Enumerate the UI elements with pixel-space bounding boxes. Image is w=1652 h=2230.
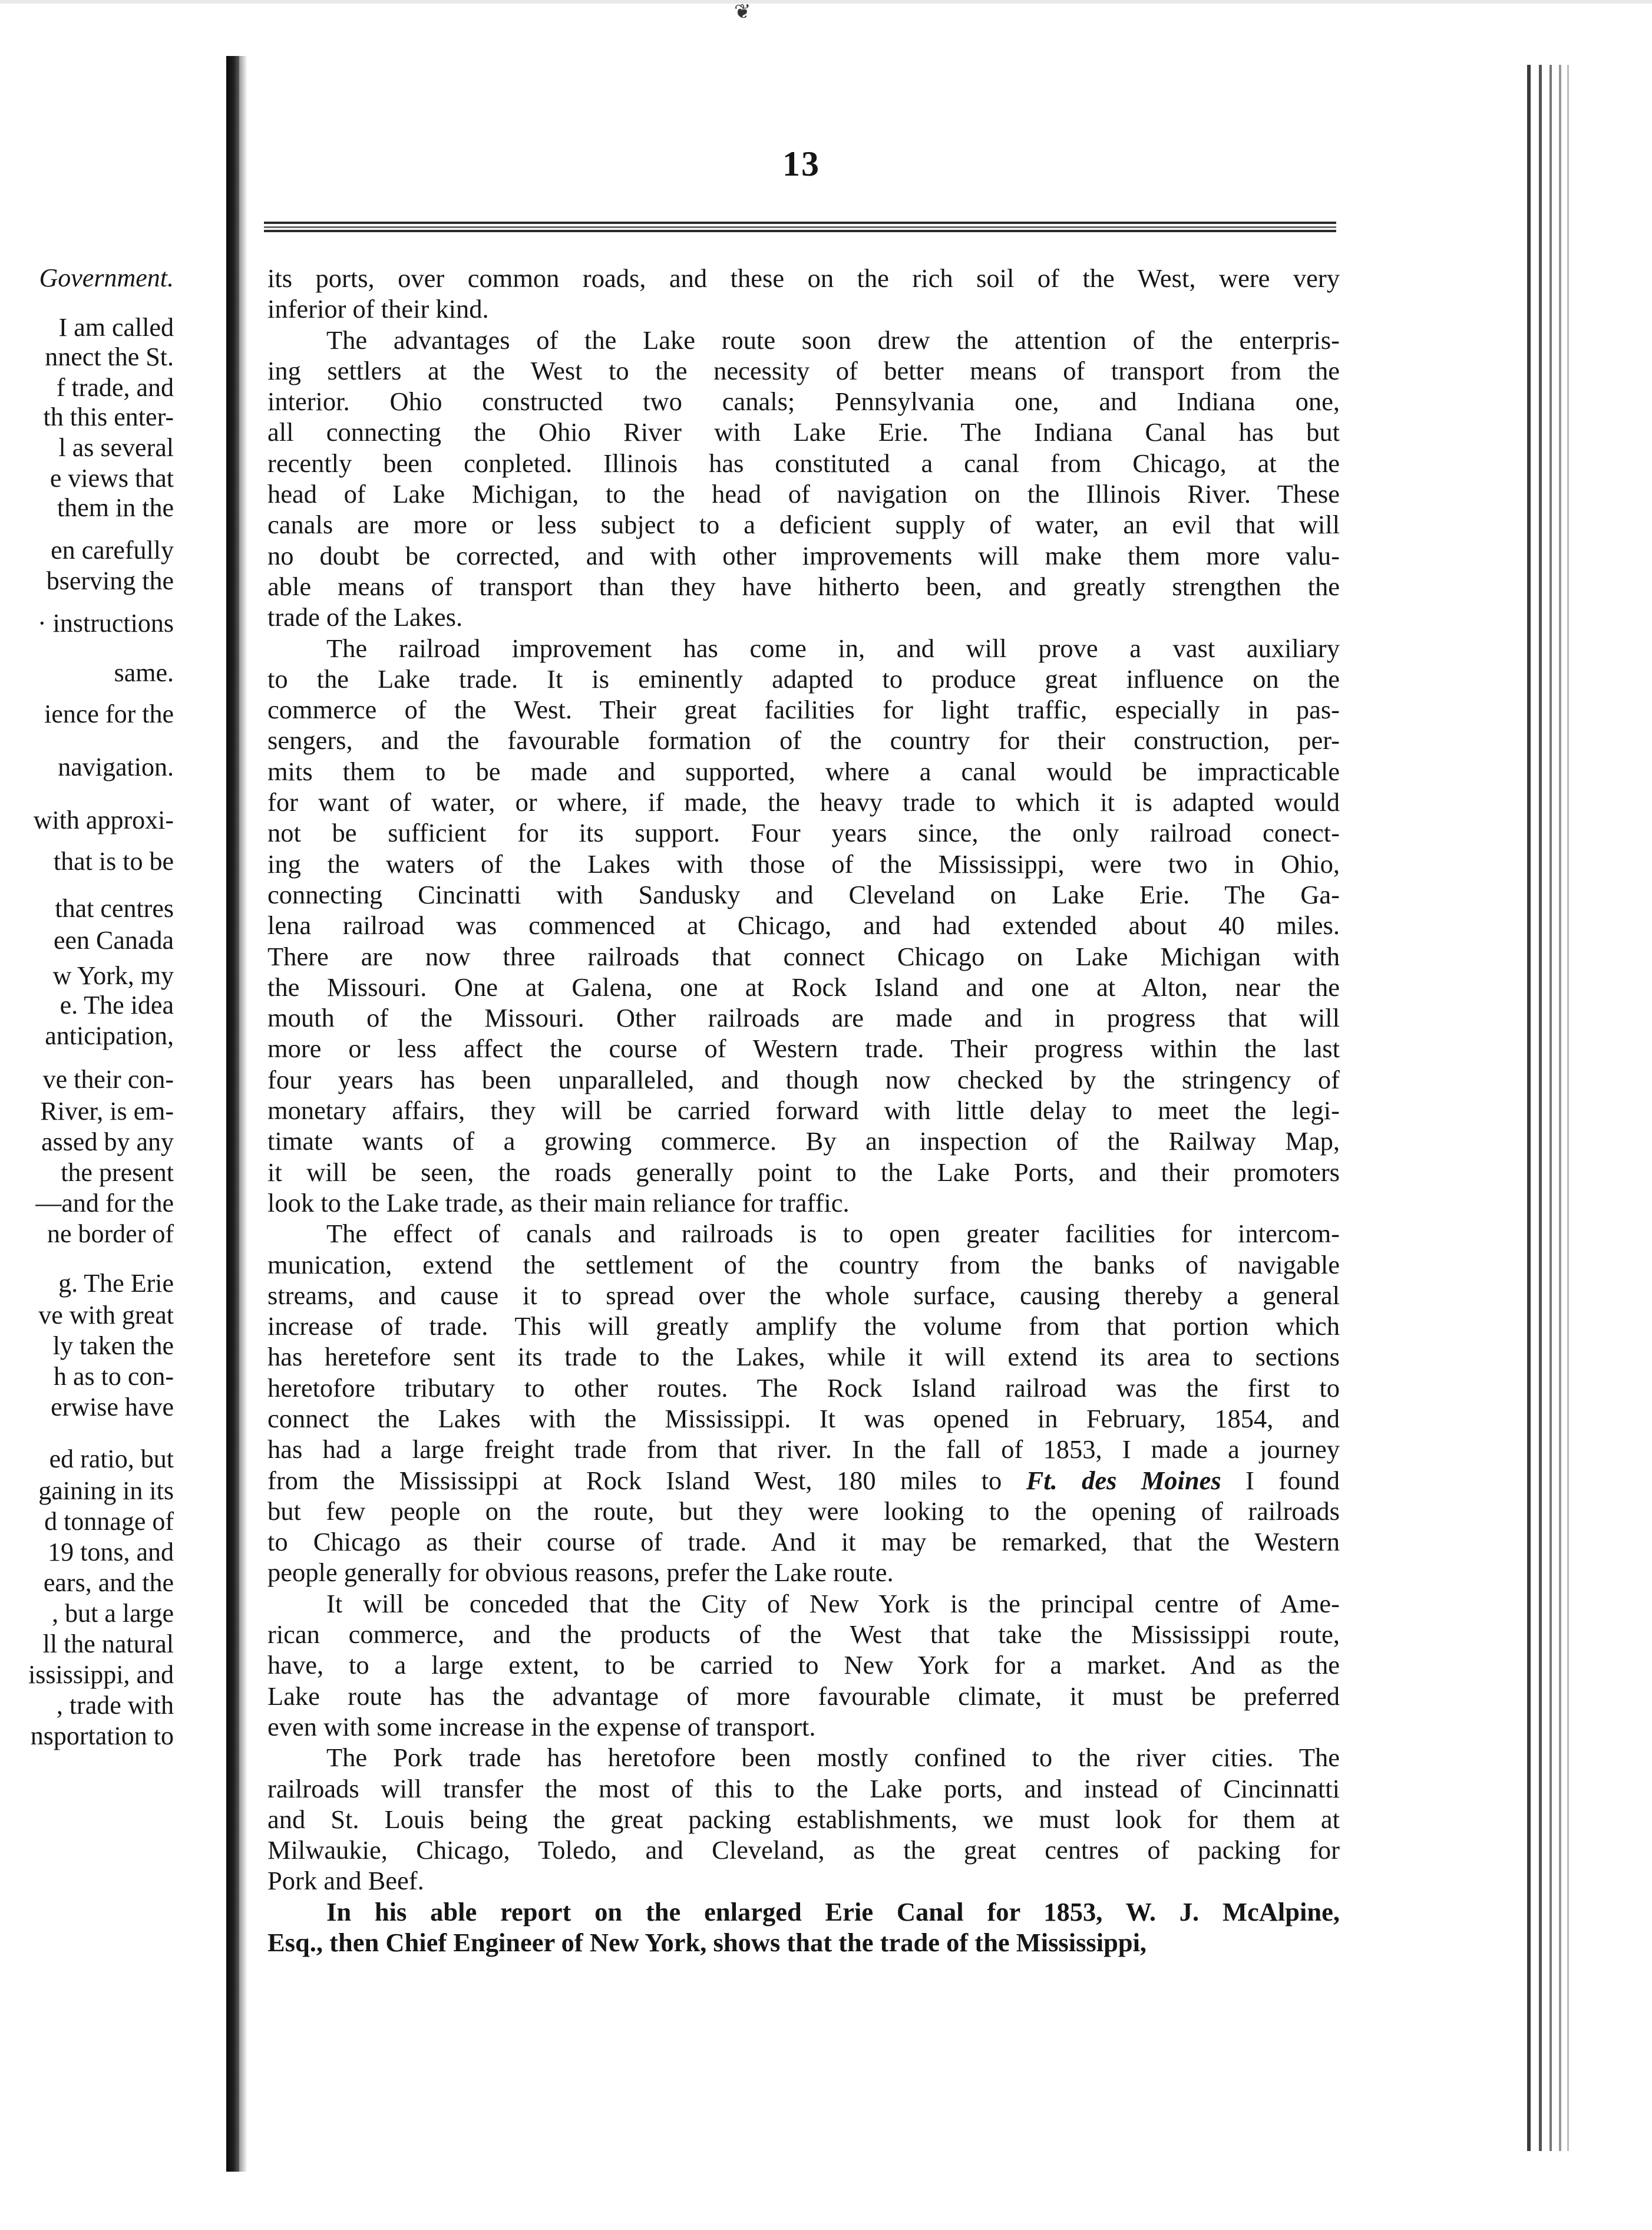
- text-line: mits them to be made and supported, where a canal would be impracticable: [267, 756, 1340, 786]
- text-line: Lake route has the advantage of more favourable climate, it must be preferred: [267, 1681, 1340, 1711]
- text-line: look to the Lake trade, as their main reliance for traffic.: [267, 1187, 850, 1218]
- text-line: people generally for obvious reasons, prefer the Lake route.: [267, 1558, 894, 1588]
- left-page-line: ne border of: [47, 1219, 174, 1248]
- text-line: Esq., then Chief Engineer of New York, shows that the trade of the Mississippi,: [267, 1928, 1147, 1958]
- text-line: rican commerce, and the products of the West that take the Mississippi route,: [267, 1619, 1340, 1650]
- text-line: has heretefore sent its trade to the Lakes, while it will extend its area to sections: [267, 1342, 1340, 1372]
- left-page-line: River, is em-: [40, 1097, 174, 1126]
- page-stack-edge: [1559, 65, 1561, 2151]
- text-line: ing settlers at the West to the necessity of better means of transport from the: [267, 355, 1340, 385]
- text-line: heretofore tributary to other routes. The Rock Island railroad was the first to: [267, 1373, 1340, 1403]
- text-line: all connecting the Ohio River with Lake Erie. The Indiana Canal has but: [267, 417, 1340, 447]
- page-stack-edge: [1567, 65, 1569, 2151]
- left-page-line: navigation.: [58, 753, 174, 781]
- text-line: it will be seen, the roads generally point to the Lake Ports, and their promoters: [267, 1157, 1340, 1187]
- text-line: It will be conceded that the City of New York is the principal centre of Ame-: [326, 1588, 1340, 1618]
- left-page-line: nsportation to: [30, 1721, 174, 1750]
- text-line: the Missouri. One at Galena, one at Rock Island and one at Alton, near the: [267, 972, 1340, 1002]
- page-stack-edge: [1527, 65, 1531, 2151]
- left-page-line: ly taken the: [52, 1331, 174, 1360]
- text-line: able means of transport than they have hitherto been, and greatly strengthen the: [267, 571, 1340, 601]
- left-page-line: bserving the: [46, 566, 174, 595]
- left-page-line: ve their con-: [42, 1065, 174, 1094]
- paragraph: [267, 633, 1340, 1219]
- left-page-line: l as several: [58, 433, 174, 462]
- left-page-line: h as to con-: [53, 1362, 174, 1391]
- text-line: streams, and cause it to spread over the whole surface, causing thereby a general: [267, 1280, 1340, 1310]
- left-page-line: with approxi-: [33, 806, 174, 834]
- left-page-line: assed by any: [41, 1127, 174, 1156]
- italic-place-name: Ft. des Moines: [1026, 1465, 1221, 1495]
- body-text: [267, 263, 1340, 1958]
- text-line: no doubt be corrected, and with other improvements will make them more valu-: [267, 540, 1340, 570]
- left-page-line: nnect the St.: [45, 342, 174, 371]
- left-page-line: ississippi, and: [28, 1660, 174, 1689]
- left-page-line: gaining in its: [38, 1476, 174, 1505]
- left-page-line: d tonnage of: [44, 1507, 174, 1536]
- left-page-line: f trade, and: [56, 373, 174, 402]
- header-rule: [264, 222, 1336, 233]
- text-line: to Chicago as their course of trade. And it may be remarked, that the Western: [267, 1527, 1340, 1557]
- paragraph: [267, 1896, 1340, 1958]
- left-page-line: th this enter-: [43, 403, 174, 431]
- left-page-line: ed ratio, but: [49, 1444, 174, 1473]
- left-page-line: anticipation,: [45, 1021, 174, 1050]
- text-line: canals are more or less subject to a deficient supply of water, an evil that will: [267, 510, 1340, 540]
- left-page-line: en carefully: [51, 536, 174, 565]
- left-page-line: , but a large: [52, 1599, 174, 1628]
- left-page-line: ears, and the: [43, 1568, 174, 1597]
- text-line: ing the waters of the Lakes with those of the Mississippi, were two in Ohio,: [267, 849, 1340, 879]
- left-page-line: g. The Erie: [58, 1269, 174, 1298]
- text-line: The effect of canals and railroads is to open greater facilities for intercom-: [326, 1219, 1340, 1249]
- text-line: its ports, over common roads, and these on the rich soil of the West, were very: [267, 263, 1340, 293]
- text-line: The Pork trade has heretofore been mostly confined to the river cities. The: [326, 1743, 1340, 1773]
- text-line: and St. Louis being the great packing establishments, we must look for them at: [267, 1804, 1340, 1834]
- text-line: commerce of the West. Their great facilities for light traffic, especially in pas-: [267, 695, 1340, 725]
- text-line: to the Lake trade. It is eminently adapted to produce great influence on the: [267, 664, 1340, 694]
- text-line: munication, extend the settlement of the country from the banks of navigable: [267, 1249, 1340, 1279]
- left-page-line: een Canada: [54, 926, 174, 955]
- text-line: connect the Lakes with the Mississippi. It was opened in February, 1854, and: [267, 1403, 1340, 1433]
- text-line: not be sufficient for its support. Four years since, the only railroad conect-: [267, 818, 1340, 848]
- left-page-line: Government.: [39, 263, 174, 292]
- text-line: Milwaukie, Chicago, Toledo, and Cleveland, as the great centres of packing for: [267, 1835, 1340, 1865]
- left-page-line: ve with great: [38, 1301, 174, 1330]
- text-line: but few people on the route, but they were looking to the opening of railroads: [267, 1496, 1340, 1526]
- text-line: lena railroad was commenced at Chicago, and had extended about 40 miles.: [267, 911, 1340, 941]
- text-line: The railroad improvement has come in, and will prove a vast auxiliary: [326, 633, 1340, 663]
- page-stack-edge: [1539, 65, 1542, 2151]
- left-page-line: erwise have: [51, 1393, 174, 1421]
- text-line: trade of the Lakes.: [267, 602, 463, 632]
- left-page-line: ience for the: [44, 700, 174, 728]
- left-page-line: ll the natural: [42, 1629, 174, 1658]
- text-line: [267, 1465, 1340, 1496]
- text-line: sengers, and the favourable formation of the country for their construction, per-: [267, 725, 1340, 756]
- left-page-line: e views that: [49, 464, 174, 493]
- text-line: timate wants of a growing commerce. By an inspection of the Railway Map,: [267, 1126, 1340, 1156]
- line-text-tail: I found: [1221, 1465, 1340, 1495]
- page-number: 13: [782, 144, 820, 183]
- text-line: recently been conpleted. Illinois has constituted a canal from Chicago, at the: [267, 448, 1340, 478]
- text-line: more or less affect the course of Western trade. Their progress within the last: [267, 1034, 1340, 1064]
- left-page-line: · instructions: [38, 609, 174, 638]
- line-text: from the Mississippi at Rock Island West, 180 miles to: [267, 1465, 1002, 1495]
- paragraph: [267, 325, 1340, 633]
- text-line: monetary affairs, they will be carried forward with little delay to meet the legi-: [267, 1096, 1340, 1126]
- book-gutter: [226, 56, 239, 2172]
- left-page-line: same.: [114, 658, 174, 687]
- left-page-line: the present: [61, 1158, 174, 1187]
- ink-mark: ❦: [734, 1, 751, 23]
- text-line: There are now three railroads that connect Chicago on Lake Michigan with: [267, 941, 1340, 971]
- left-page-line: I am called: [58, 313, 174, 342]
- text-line: head of Lake Michigan, to the head of navigation on the Illinois River. These: [267, 479, 1340, 509]
- left-facing-page: [0, 0, 226, 2230]
- left-page-line: that is to be: [53, 847, 174, 876]
- paragraph: [267, 1218, 1340, 1588]
- left-page-line: w York, my: [52, 961, 174, 990]
- text-line: connecting Cincinatti with Sandusky and Cleveland on Lake Erie. The Ga-: [267, 879, 1340, 909]
- left-page-line: them in the: [57, 493, 174, 522]
- left-page-line: 19 tons, and: [48, 1538, 174, 1566]
- text-line: The advantages of the Lake route soon drew the attention of the enterpris-: [326, 325, 1340, 355]
- text-line: even with some increase in the expense of transport.: [267, 1711, 816, 1741]
- paragraph: [267, 263, 1340, 325]
- paragraph: [267, 1742, 1340, 1896]
- left-page-line: e. The idea: [60, 991, 174, 1020]
- page-stack-edge: [1549, 65, 1552, 2151]
- left-page-line: —and for the: [35, 1189, 174, 1218]
- text-line: increase of trade. This will greatly amplify the volume from that portion which: [267, 1311, 1340, 1341]
- text-line: In his able report on the enlarged Erie Canal for 1853, W. J. McAlpine,: [326, 1896, 1340, 1926]
- text-line: has had a large freight trade from that river. In the fall of 1853, I made a journey: [267, 1434, 1340, 1464]
- text-line: inferior of their kind.: [267, 294, 489, 324]
- text-line: railroads will transfer the most of this to the Lake ports, and instead of Cincinnatti: [267, 1773, 1340, 1803]
- gutter-shadow: [239, 56, 247, 2172]
- text-line: four years has been unparalleled, and though now checked by the stringency of: [267, 1064, 1340, 1094]
- text-line: mouth of the Missouri. Other railroads are made and in progress that will: [267, 1003, 1340, 1033]
- text-line: for want of water, or where, if made, the heavy trade to which it is adapted would: [267, 787, 1340, 817]
- text-line: interior. Ohio constructed two canals; Pennsylvania one, and Indiana one,: [267, 387, 1340, 417]
- paragraph: [267, 1588, 1340, 1742]
- left-page-line: , trade with: [56, 1691, 174, 1720]
- left-page-line: that centres: [55, 894, 174, 923]
- top-edge: [0, 0, 1652, 4]
- text-line: have, to a large extent, to be carried to New York for a market. And as the: [267, 1650, 1340, 1680]
- text-line: Pork and Beef.: [267, 1866, 424, 1896]
